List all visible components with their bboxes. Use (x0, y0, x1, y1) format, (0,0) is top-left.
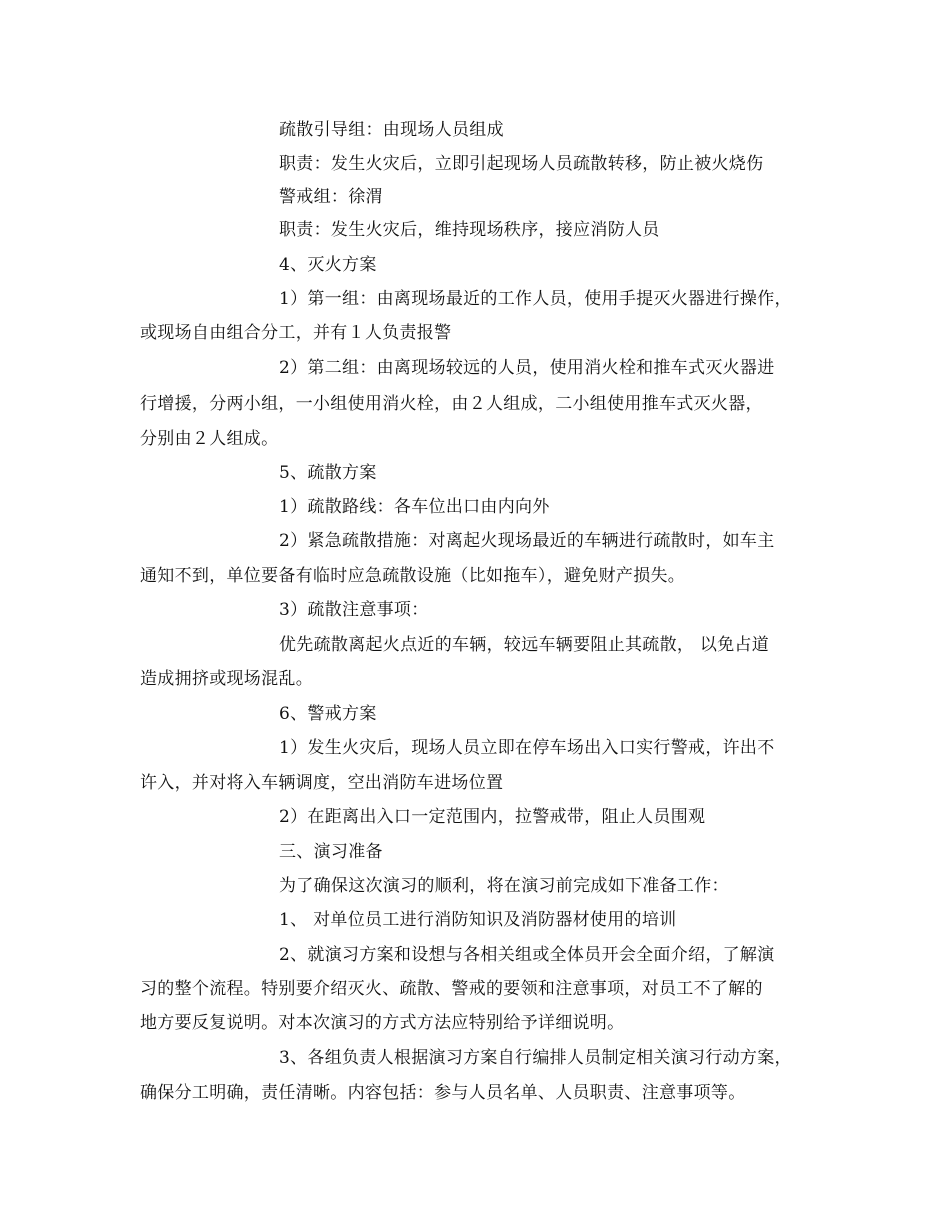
text-line: 分别由２人组成。 (140, 429, 279, 449)
text-line: 疏散引导组：由现场人员组成 (279, 120, 504, 140)
text-line: 1）第一组：由离现场最近的工作人员，使用手提灭火器进行操作， (279, 289, 792, 309)
text-line: 造成拥挤或现场混乱。 (140, 669, 313, 689)
text-line: 职责：发生火灾后，立即引起现场人员疏散转移，防止被火烧伤 (279, 154, 764, 174)
text-line: 2）第二组：由离现场较远的人员，使用消火栓和推车式灭火器进 (279, 358, 775, 378)
text-line: 为了确保这次演习的顺利，将在演习前完成如下准备工作： (279, 876, 729, 896)
text-line: 许入，并对将入车辆调度，空出消防车进场位置 (140, 773, 504, 793)
section-heading: 三、演习准备 (279, 842, 383, 862)
text-line: 2、就演习方案和设想与各相关组或全体员开会全面介绍，了解演 (279, 945, 775, 965)
text-line: 1）发生火灾后，现场人员立即在停车场出入口实行警戒，许出不 (279, 738, 775, 758)
text-line: 1）疏散路线：各车位出口由内向外 (279, 497, 550, 517)
text-line: 或现场自由组合分工，并有１人负责报警 (140, 323, 452, 343)
text-line: 确保分工明确，责任清晰。内容包括：参与人员名单、人员职责、注意事项等。 (140, 1083, 746, 1103)
text-line: 2）紧急疏散措施：对离起火现场最近的车辆进行疏散时，如车主 (279, 531, 775, 551)
text-line: 3、各组负责人根据演习方案自行编排人员制定相关演习行动方案， (279, 1048, 792, 1068)
section-heading: 4、灭火方案 (279, 255, 377, 275)
text-line: 职责：发生火灾后，维持现场秩序，接应消防人员 (279, 220, 660, 240)
section-heading: 6、警戒方案 (279, 704, 377, 724)
text-line: 习的整个流程。特别要介绍灭火、疏散、警戒的要领和注意事项，对员工不了解的 (140, 979, 763, 999)
text-line: 地方要反复说明。对本次演习的方式方法应特别给予详细说明。 (140, 1013, 625, 1033)
text-line: 1、 对单位员工进行消防知识及消防器材使用的培训 (279, 910, 677, 930)
text-line: 行增援，分两小组，一小组使用消火栓，由２人组成，二小组使用推车式灭火器， (140, 394, 763, 414)
text-line: 优先疏散离起火点近的车辆，较远车辆要阻止其疏散， 以免占道 (279, 635, 770, 655)
text-line: 通知不到，单位要备有临时应急疏散设施（比如拖车），避免财产损失。 (140, 566, 686, 586)
text-line: 警戒组：徐渭 (279, 187, 383, 207)
text-line: 3）疏散注意事项： (279, 600, 429, 620)
text-line: 2）在距离出入口一定范围内，拉警戒带，阻止人员围观 (279, 807, 706, 827)
section-heading: 5、疏散方案 (279, 463, 377, 483)
